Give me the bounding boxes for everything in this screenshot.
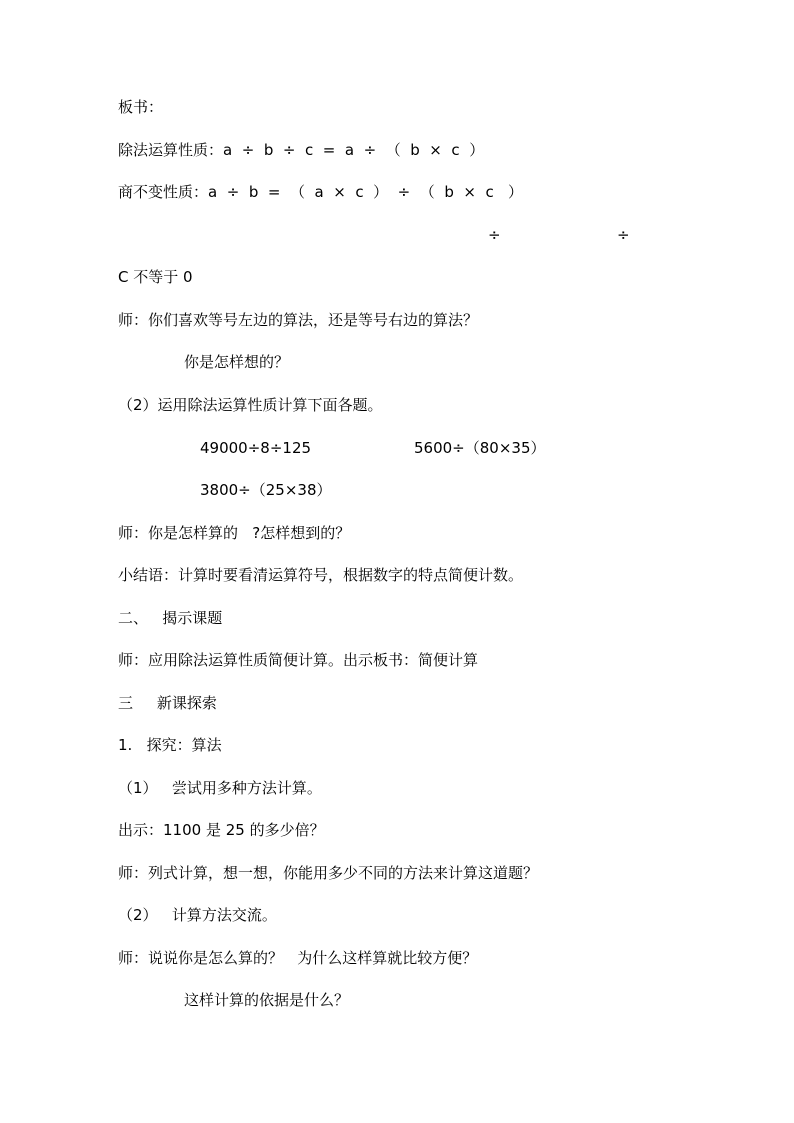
teacher-followup-thinking: 你是怎样想的？ xyxy=(184,353,290,371)
teacher-question-calculation: 师：你是怎样算的 ?怎样想到的？ xyxy=(118,524,351,542)
summary-statement: 小结语：计算时要看清运算符号，根据数字的特点简便计数。 xyxy=(118,566,524,584)
teacher-basis-question: 这样计算的依据是什么？ xyxy=(184,991,350,1009)
section-two-heading: 二、 揭示课题 xyxy=(118,609,223,627)
teacher-explain-method: 师：说说你是怎么算的？ 为什么这样算就比较方便？ xyxy=(118,949,478,967)
division-symbol-right: ÷ xyxy=(617,226,630,244)
condition-note: C 不等于 0 xyxy=(118,268,193,286)
problem-statement: 出示：1100 是 25 的多少倍？ xyxy=(118,821,325,839)
teacher-question-method: 师：你们喜欢等号左边的算法，还是等号右边的算法？ xyxy=(118,311,479,329)
quotient-invariance-formula: 商不变性质：a ÷ b = （ a × c ） ÷ （ b × c ） xyxy=(118,183,524,201)
method-exchange-heading: （2） 计算方法交流。 xyxy=(118,906,277,924)
board-heading: 板书： xyxy=(118,98,164,116)
division-property-formula: 除法运算性质：a ÷ b ÷ c = a ÷ （ b × c ） xyxy=(118,141,485,159)
division-symbol-left: ÷ xyxy=(488,226,501,244)
exercise-item-1: 49000÷8÷125 xyxy=(200,439,312,457)
exercise-item-3: 3800÷（25×38） xyxy=(200,481,332,499)
section-three-heading: 三 新课探索 xyxy=(118,694,217,712)
exercise-instruction: （2）运用除法运算性质计算下面各题。 xyxy=(118,396,383,414)
exercise-item-2: 5600÷（80×35） xyxy=(414,439,546,457)
attempt-instruction: （1） 尝试用多种方法计算。 xyxy=(118,779,322,797)
exploration-heading: 1. 探究：算法 xyxy=(118,736,222,754)
teacher-multiple-methods: 师：列式计算，想一想，你能用多少不同的方法来计算这道题？ xyxy=(118,864,539,882)
teacher-topic-reveal: 师：应用除法运算性质简便计算。出示板书：简便计算 xyxy=(118,651,479,669)
